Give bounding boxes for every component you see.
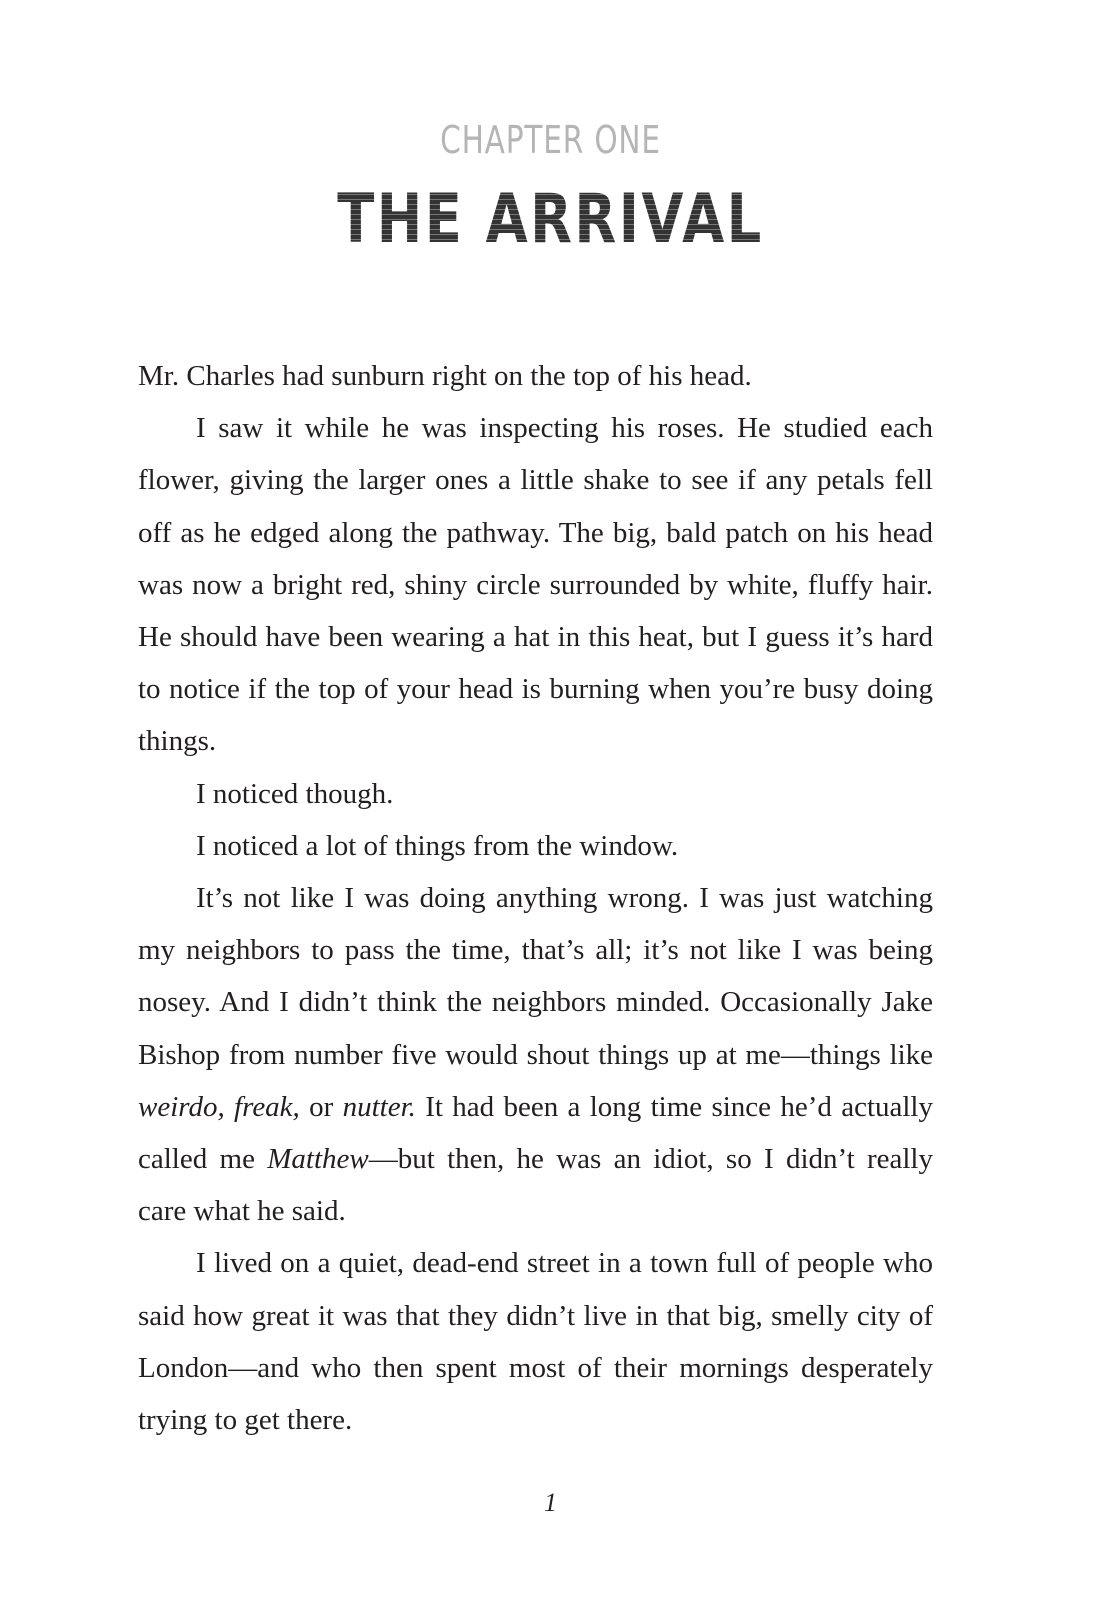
paragraph-5-text-2: or [299,1090,343,1123]
paragraph-5-text-4: —but then, he was an idiot, so I didn’t really care what he said. [138,1143,933,1228]
paragraph-6: I lived on a quiet, dead-end street in a town full of people who said how great it was that they didn’t live in that big, smelly city of London—and who then spent most of their mornings desperately trying to get there. [138,1247,933,1437]
paragraph-5 [138,872,933,1237]
paragraph-2: I saw it while he was inspecting his roses. He studied each flower, giving the larger ones a little shake to see if any petals fell off as he edged along the pathway. The big, bald patch on his head was now a bright red, shiny circle surrounded by white, fluffy hair. He should have been wearing a hat in this heat, but I guess it’s hard to notice if the top of your head is burning when you’re busy doing things. [138,412,933,758]
page-number: 1 [544,1488,557,1517]
body-text [138,350,933,1446]
emphasis-nutter: nutter. [342,1090,416,1123]
paragraph-5-text-1: It’s not like I was doing anything wrong. I was just watching my neighbors to pass the time, that’s all; it’s not like I was being nosey. And I didn’t think the neighbors minded. Occasionally Jake Bishop from number five would shout things up at me—things like [138,882,933,1071]
paragraph-1: Mr. Charles had sunburn right on the top of his head. [138,360,752,392]
chapter-title: THE ARRIVAL [110,180,991,259]
paragraph-3: I noticed though. [196,777,394,810]
emphasis-matthew: Matthew [267,1143,369,1176]
emphasis-insults: weirdo, freak, [138,1090,300,1123]
chapter-label: CHAPTER ONE [440,118,661,162]
paragraph-4: I noticed a lot of things from the window. [196,829,679,862]
paragraph-5-text-3: It had been a long time since he’d actually called me [138,1090,933,1176]
